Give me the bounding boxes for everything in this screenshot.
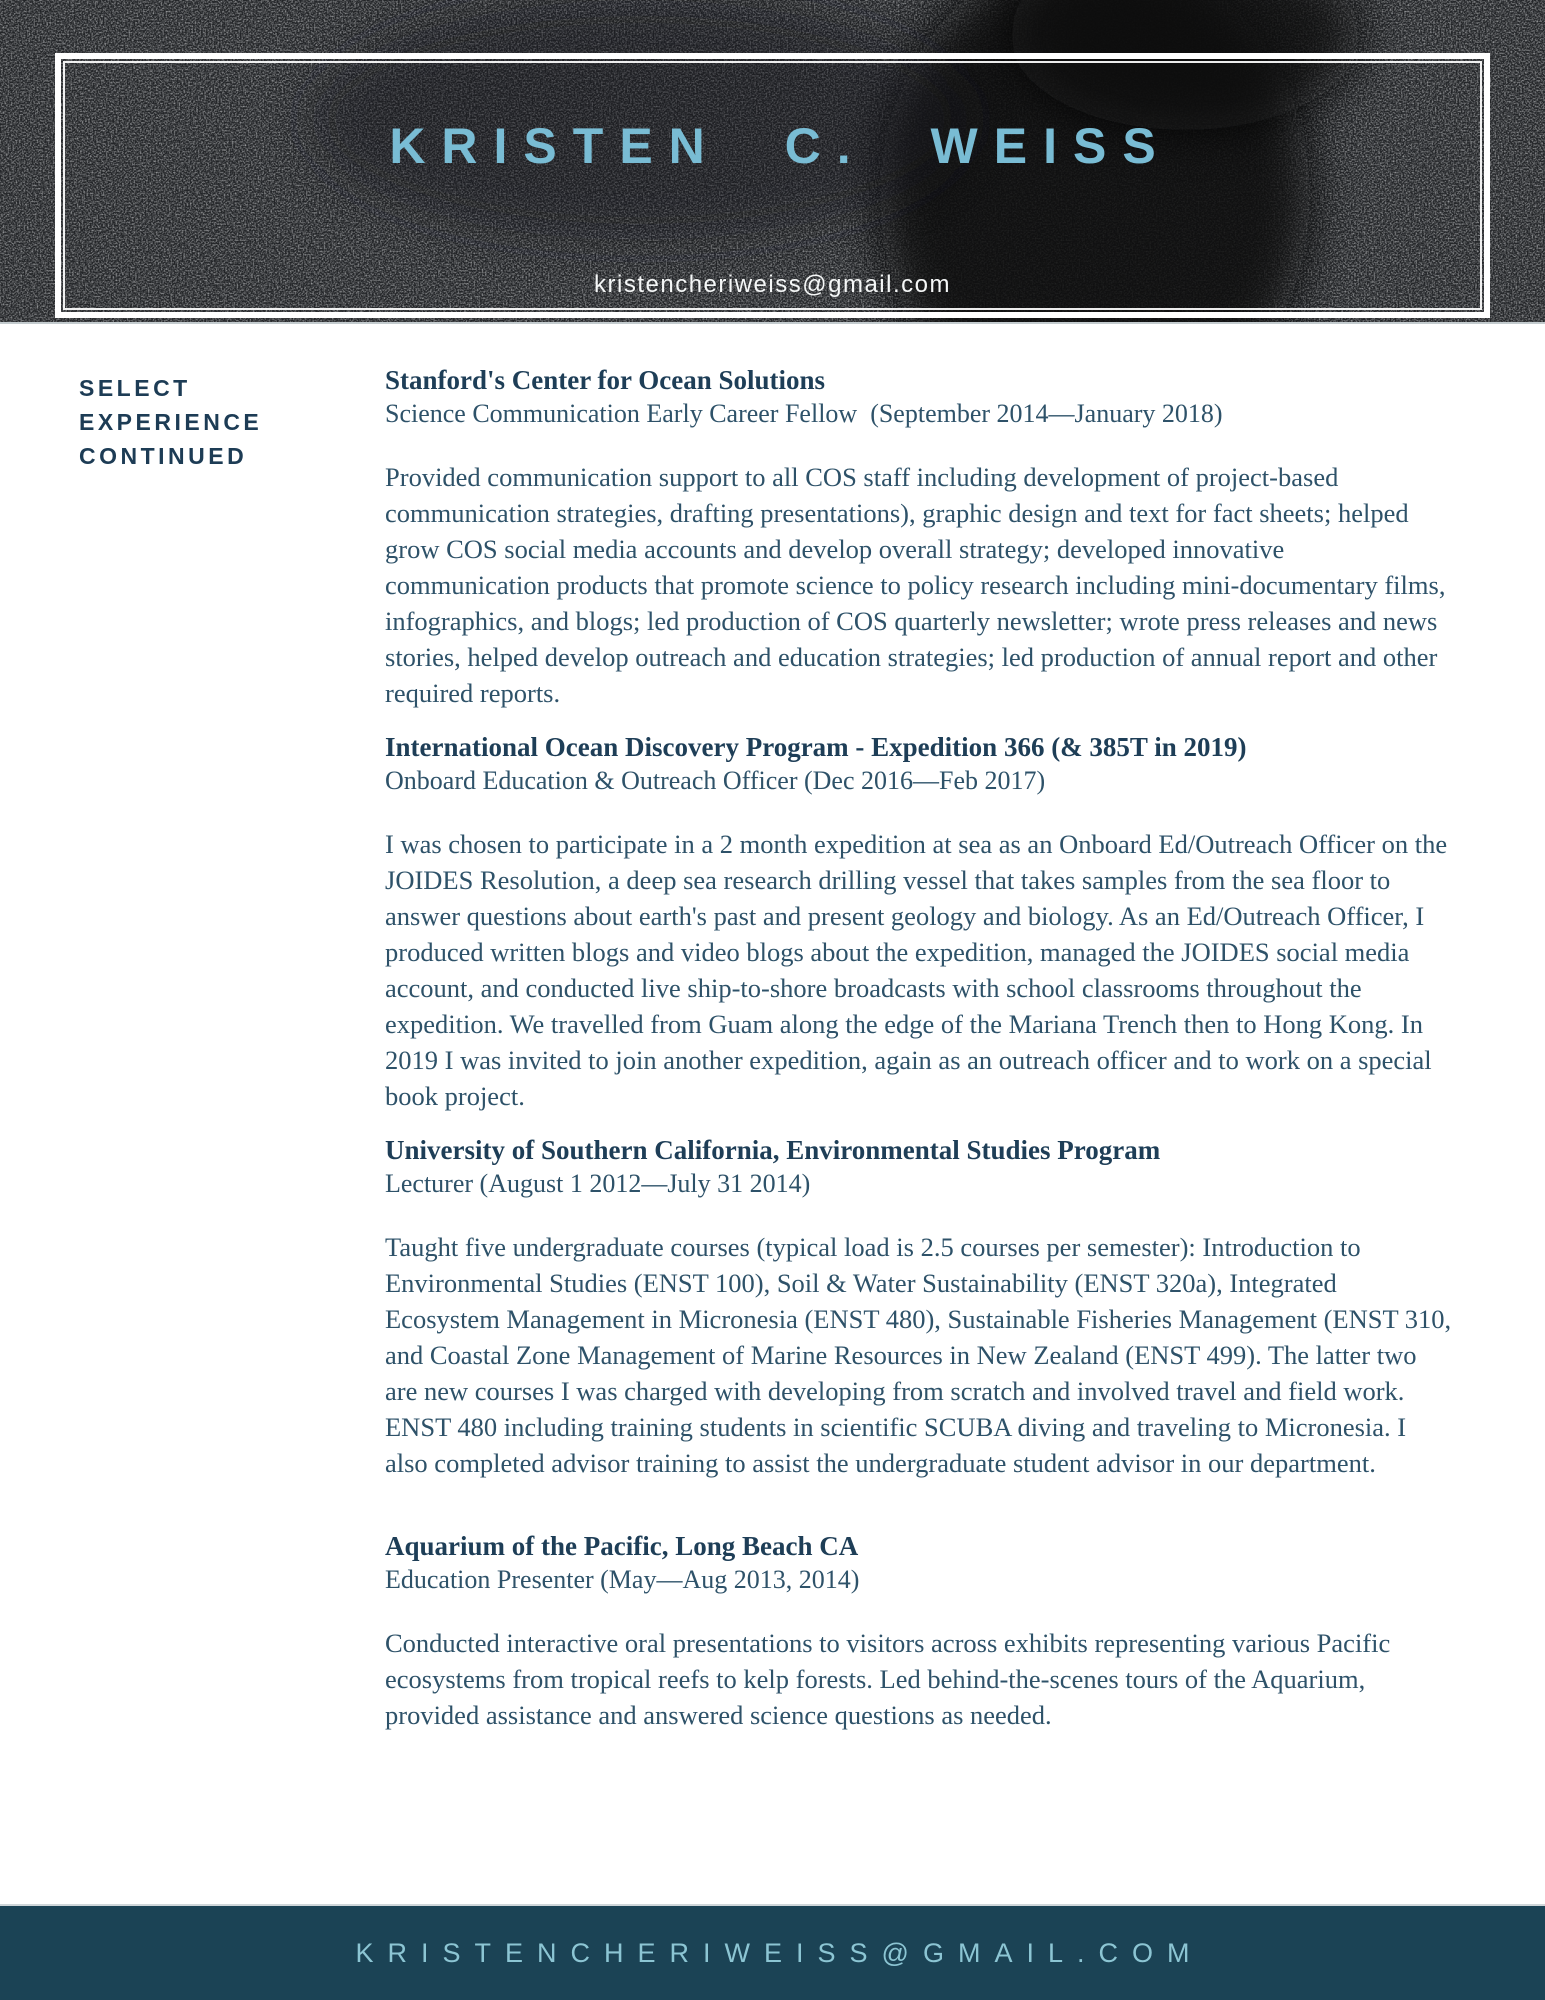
experience-entry bbox=[385, 363, 1453, 711]
person-name: KRISTEN C. WEISS bbox=[389, 118, 1172, 174]
entry-organization: Aquarium of the Pacific, Long Beach CA bbox=[385, 1531, 859, 1561]
entry-paragraphs bbox=[385, 826, 1453, 1114]
experience-entry bbox=[385, 730, 1453, 1114]
entry-paragraph: I was chosen to participate in a 2 month expedition at sea as an Onboard Ed/Outreach Officer on the JOIDES Resolution, a deep sea research drilling vessel that takes samples from the sea floor to answer questions about earth's past and present geology and biology. As an Ed/Outreach Officer, I produced written blogs and video blogs about the expedition, managed the JOIDES social media account, and conducted live ship-to-shore broadcasts with school classrooms throughout the expedition. We travelled from Guam along the edge of the Mariana Trench then to Hong Kong. In 2019 I was invited to join another expedition, again as an outreach officer and to work on a special book project. bbox=[385, 829, 1448, 1111]
entry-organization: International Ocean Discovery Program - Expedition 366 (& 385T in 2019) bbox=[385, 732, 1247, 762]
header-frame bbox=[55, 53, 1490, 318]
entry-organization: Stanford's Center for Ocean Solutions bbox=[385, 365, 826, 395]
entry-paragraphs bbox=[385, 459, 1453, 711]
footer-bar bbox=[0, 1904, 1545, 2000]
experience-list bbox=[385, 363, 1453, 1752]
entry-paragraph: Provided communication support to all COS staff including development of project-based communication strategies, drafting presentations), graphic design and text for fact sheets; helped grow COS social media accounts and develop overall strategy; developed innovative communication products that promote science to policy research including mini-documentary films, infographics, and blogs; led production of COS quarterly newsletter; wrote press releases and news stories, helped develop outreach and education strategies; led production of annual report and other required reports. bbox=[385, 462, 1446, 708]
entry-paragraphs bbox=[385, 1625, 1453, 1733]
header-banner bbox=[0, 0, 1545, 324]
entry-paragraph: Conducted interactive oral presentations to visitors across exhibits representing various Pacific ecosystems from tropical reefs to kelp forests. Led behind-the-scenes tours of the Aquarium, provided assistance and answered science questions as needed. bbox=[385, 1628, 1391, 1730]
footer-email: KRISTENCHERIWEISS@GMAIL.COM bbox=[355, 1937, 1204, 1968]
entry-organization: University of Southern California, Environmental Studies Program bbox=[385, 1135, 1161, 1165]
entry-paragraph: Taught five undergraduate courses (typical load is 2.5 courses per semester): Introduction to Environmental Studies (ENST 100), Soil & Water Sustainability (ENST 320a), Integrated Ecosystem Management in Micronesia (ENST 480), Sustainable Fisheries Management (ENST 310, and Coastal Zone Management of Marine Resources in New Zealand (ENST 499). The latter two are new courses I was charged with developing from scratch and involved travel and field work. ENST 480 including training students in scientific SCUBA diving and traveling to Micronesia. I also completed advisor training to assist the undergraduate student advisor in our department. bbox=[385, 1232, 1452, 1478]
entry-role-dates: Education Presenter (May—Aug 2013, 2014) bbox=[385, 1565, 860, 1594]
sidebar-section-title: SELECT EXPERIENCE CONTINUED bbox=[79, 375, 263, 469]
entry-paragraphs bbox=[385, 1229, 1453, 1481]
entry-role-dates: Science Communication Early Career Fellow (September 2014—January 2018) bbox=[385, 399, 1223, 428]
experience-entry bbox=[385, 1529, 1453, 1733]
header-email: kristencheriweiss@gmail.com bbox=[594, 271, 951, 298]
entry-role-dates: Onboard Education & Outreach Officer (Dec 2016—Feb 2017) bbox=[385, 766, 1046, 795]
entry-role-dates: Lecturer (August 1 2012—July 31 2014) bbox=[385, 1169, 811, 1198]
experience-entry bbox=[385, 1133, 1453, 1481]
